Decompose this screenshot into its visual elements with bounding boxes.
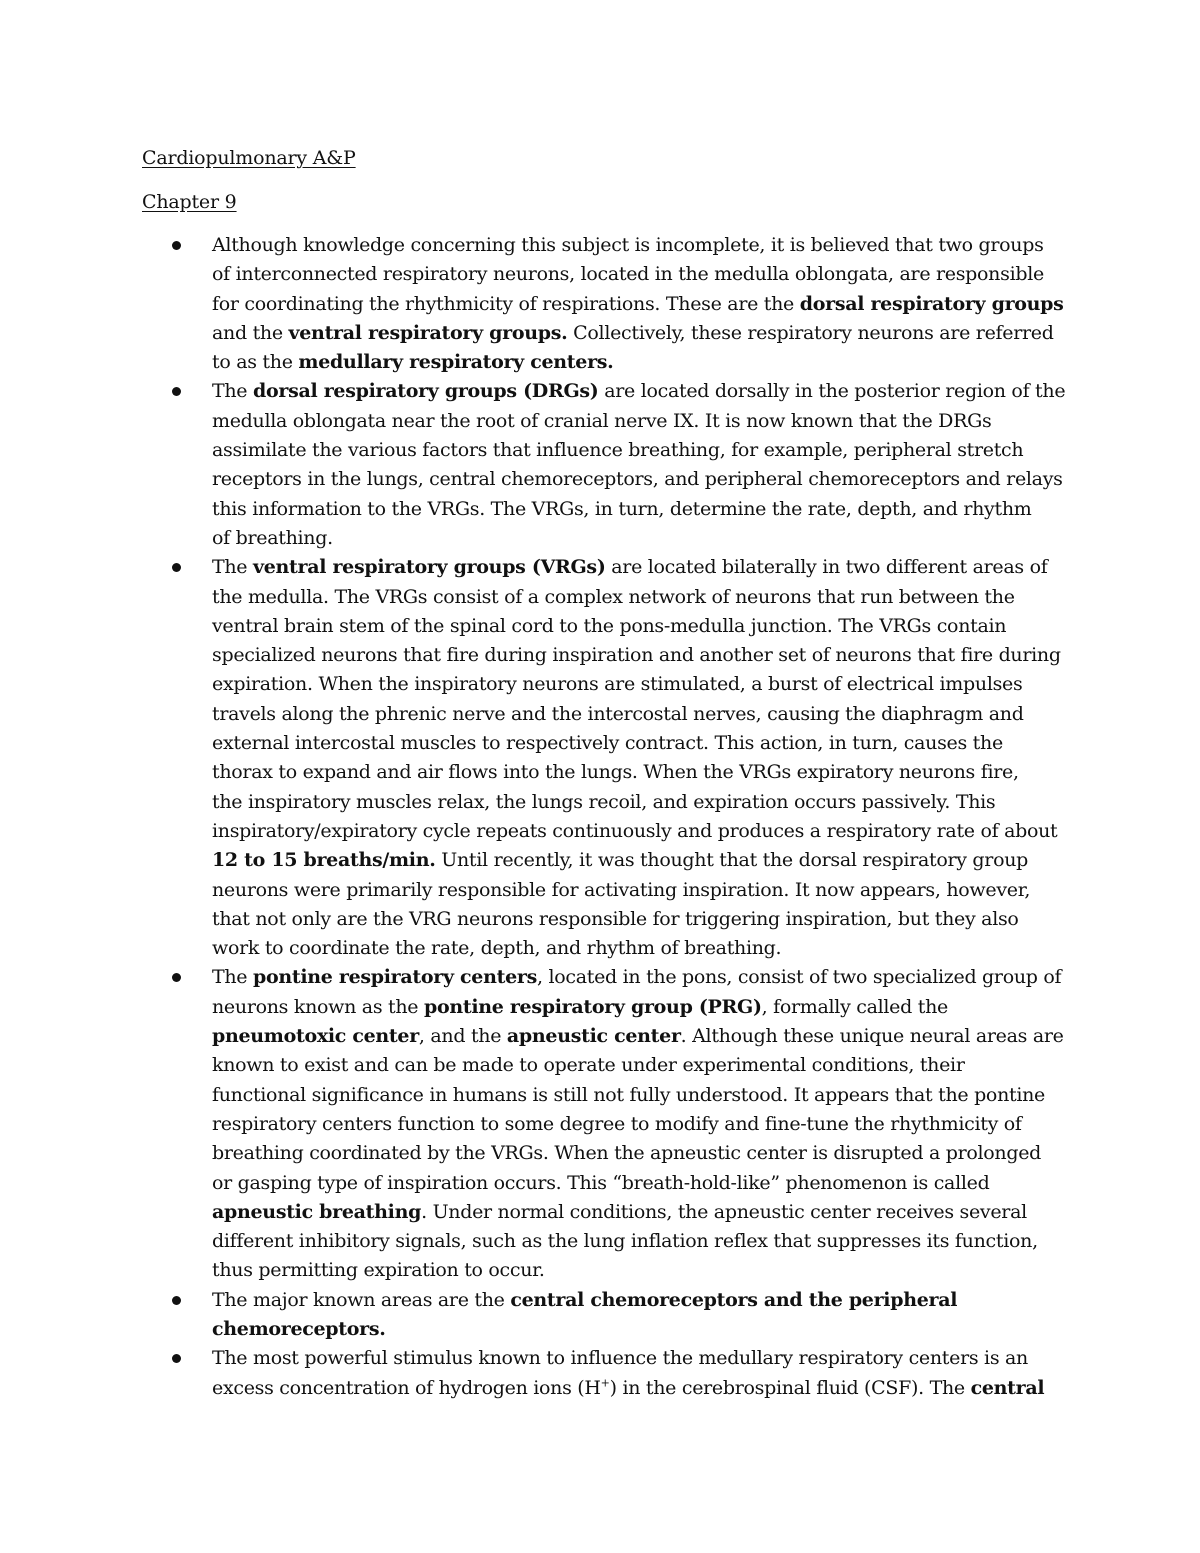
text-segment: this information to the VRGs. The VRGs, in turn, determine the rate, depth, and rhythm	[212, 497, 1032, 520]
text-line	[212, 290, 1092, 319]
text-segment: specialized neurons that fire during inspiration and another set of neurons that fire during	[212, 644, 1061, 667]
text-segment: travels along the phrenic nerve and the intercostal nerves, causing the diaphragm and	[212, 702, 1024, 725]
text-line	[212, 1256, 1092, 1285]
text-segment: respiratory centers function to some degree to modify and fine-tune the rhythmicity of	[212, 1112, 1022, 1135]
text-line	[212, 1374, 1092, 1403]
text-segment: expiration. When the inspiratory neurons are stimulated, a burst of electrical impulses	[212, 673, 1023, 696]
bullet-dot-icon	[172, 1354, 181, 1363]
text-segment: excess concentration of hydrogen ions (H	[212, 1376, 601, 1399]
text-segment: The	[212, 966, 253, 989]
text-segment: ) in the cerebrospinal fluid (CSF). The	[609, 1376, 971, 1399]
text-segment: The major known areas are the	[212, 1288, 511, 1311]
text-segment: that not only are the VRG neurons responsible for triggering inspiration, but they also	[212, 907, 1019, 930]
text-line	[212, 319, 1092, 348]
text-segment: receptors in the lungs, central chemoreceptors, and peripheral chemoreceptors and relays	[212, 468, 1063, 491]
bold-term: apneustic breathing	[212, 1200, 422, 1223]
text-line	[212, 934, 1092, 963]
text-segment: Collectively, these respiratory neurons are referred	[567, 321, 1054, 344]
bullet-dot-icon	[172, 387, 181, 396]
text-line	[212, 670, 1092, 699]
text-segment: Until recently, it was thought that the dorsal respiratory group	[435, 849, 1029, 872]
text-segment: thorax to expand and air flows into the lungs. When the VRGs expiratory neurons fire,	[212, 761, 1019, 784]
text-line	[212, 583, 1092, 612]
text-line	[212, 641, 1092, 670]
text-segment: the medulla. The VRGs consist of a complex network of neurons that run between the	[212, 585, 1015, 608]
text-segment: and the	[212, 321, 289, 344]
bold-term: pneumotoxic center	[212, 1025, 419, 1048]
text-segment: , formally called the	[761, 995, 948, 1018]
text-segment: are located dorsally in the posterior region of the	[598, 380, 1066, 403]
bullet-dot-icon	[172, 973, 181, 982]
text-line	[212, 1169, 1092, 1198]
text-segment: known to exist and can be made to operate under experimental conditions, their	[212, 1054, 965, 1077]
bullet-item	[212, 963, 1092, 1285]
bullet-item	[212, 1286, 1092, 1345]
text-line	[212, 876, 1092, 905]
text-segment: . Under normal conditions, the apneustic center receives several	[421, 1200, 1027, 1223]
text-segment: work to coordinate the rate, depth, and rhythm of breathing.	[212, 937, 782, 960]
text-segment: of breathing.	[212, 526, 333, 549]
text-line	[212, 495, 1092, 524]
text-segment: functional significance in humans is still not fully understood. It appears that the pontine	[212, 1083, 1045, 1106]
text-line	[212, 465, 1092, 494]
text-line	[212, 553, 1092, 582]
text-segment: or gasping type of inspiration occurs. This “breath-hold-like” phenomenon is called	[212, 1171, 990, 1194]
text-segment: neurons known as the	[212, 995, 424, 1018]
text-segment: , located in the pons, consist of two specialized group of	[536, 966, 1062, 989]
bold-term: medullary respiratory centers.	[298, 351, 614, 374]
text-segment: neurons were primarily responsible for activating inspiration. It now appears, however,	[212, 878, 1031, 901]
text-line	[212, 963, 1092, 992]
text-line	[212, 436, 1092, 465]
text-segment: inspiratory/expiratory cycle repeats continuously and produces a respiratory rate of about	[212, 819, 1058, 842]
text-line	[212, 729, 1092, 758]
document-title: Cardiopulmonary A&P	[142, 147, 356, 169]
bullet-item	[212, 377, 1092, 553]
bold-term: apneustic center	[506, 1025, 681, 1048]
text-line	[212, 1198, 1092, 1227]
bold-term: central chemoreceptors and the peripheral	[510, 1288, 958, 1311]
text-line	[212, 1344, 1092, 1373]
text-segment: ventral brain stem of the spinal cord to the pons-medulla junction. The VRGs contain	[212, 614, 1007, 637]
text-segment: are located bilaterally in two different areas of	[605, 556, 1048, 579]
text-segment: breathing coordinated by the VRGs. When the apneustic center is disrupted a prolonged	[212, 1142, 1042, 1165]
text-segment: , and the	[418, 1025, 507, 1048]
text-segment: . Although these unique neural areas are	[680, 1025, 1064, 1048]
text-line	[212, 407, 1092, 436]
bold-term: dorsal respiratory groups	[799, 292, 1064, 315]
text-line	[212, 788, 1092, 817]
bullet-dot-icon	[172, 1296, 181, 1305]
text-line	[212, 1227, 1092, 1256]
text-line	[212, 1110, 1092, 1139]
bold-term: pontine respiratory group (PRG)	[423, 995, 762, 1018]
text-line	[212, 993, 1092, 1022]
text-segment: The	[212, 556, 253, 579]
text-line	[212, 905, 1092, 934]
text-segment: The most powerful stimulus known to influence the medullary respiratory centers is an	[212, 1347, 1028, 1370]
bold-term: ventral respiratory groups (VRGs)	[253, 556, 606, 579]
text-line	[212, 817, 1092, 846]
bold-term: 12 to 15 breaths/min.	[212, 849, 436, 872]
text-segment: of interconnected respiratory neurons, located in the medulla oblongata, are responsible	[212, 263, 1044, 286]
bullet-dot-icon	[172, 563, 181, 572]
text-segment: medulla oblongata near the root of cranial nerve IX. It is now known that the DRGs	[212, 409, 992, 432]
text-line	[212, 1315, 1092, 1344]
text-line	[212, 1022, 1092, 1051]
text-line	[212, 1139, 1092, 1168]
text-line	[212, 700, 1092, 729]
text-segment: external intercostal muscles to respectively contract. This action, in turn, causes the	[212, 732, 1003, 755]
text-segment: different inhibitory signals, such as the lung inflation reflex that suppresses its function,	[212, 1230, 1038, 1253]
bold-term: pontine respiratory centers	[253, 966, 537, 989]
text-segment: to as the	[212, 351, 299, 374]
text-line	[212, 758, 1092, 787]
text-segment: the inspiratory muscles relax, the lungs recoil, and expiration occurs passively. This	[212, 790, 996, 813]
chapter-heading: Chapter 9	[142, 191, 237, 213]
text-line	[212, 524, 1092, 553]
bold-term: chemoreceptors.	[212, 1317, 386, 1340]
text-segment: The	[212, 380, 253, 403]
text-line	[212, 377, 1092, 406]
text-line	[212, 348, 1092, 377]
text-line	[212, 260, 1092, 289]
bold-term: central	[970, 1376, 1045, 1399]
bullet-dot-icon	[172, 241, 181, 250]
bullet-item	[212, 553, 1092, 963]
bold-term: dorsal respiratory groups (DRGs)	[253, 380, 599, 403]
text-line	[212, 846, 1092, 875]
text-line	[212, 612, 1092, 641]
text-line	[212, 231, 1092, 260]
text-segment: thus permitting expiration to occur.	[212, 1259, 545, 1282]
text-line	[212, 1286, 1092, 1315]
bullet-list	[212, 231, 1092, 1403]
bullet-item	[212, 1344, 1092, 1403]
bullet-item	[212, 231, 1092, 377]
text-segment: for coordinating the rhythmicity of respirations. These are the	[212, 292, 800, 315]
bold-term: ventral respiratory groups.	[288, 321, 568, 344]
text-segment: assimilate the various factors that influence breathing, for example, peripheral stretch	[212, 439, 1024, 462]
text-line	[212, 1051, 1092, 1080]
text-segment: Although knowledge concerning this subject is incomplete, it is believed that two groups	[212, 234, 1044, 256]
superscript: +	[600, 1376, 610, 1390]
text-line	[212, 1081, 1092, 1110]
